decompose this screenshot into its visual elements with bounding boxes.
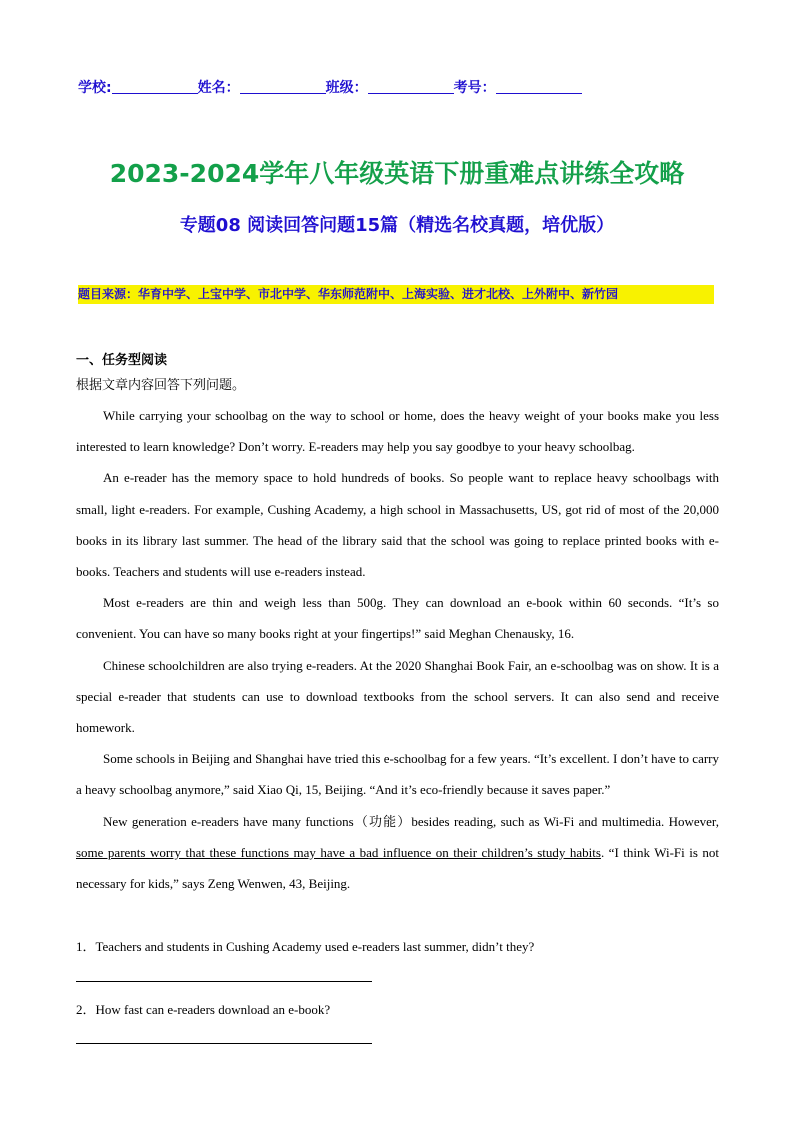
source-banner: 题目来源：华育中学、上宝中学、市北中学、华东师范附中、上海实验、进才北校、上外附中、新竹园 xyxy=(78,285,714,304)
number-field[interactable] xyxy=(496,81,582,94)
school-field[interactable] xyxy=(112,81,198,94)
passage-paragraph-4: Chinese schoolchildren are also trying e-readers. At the 2020 Shanghai Book Fair, an e-schoolbag was on show. It is a special e-reader that students can use to download textbooks from the school servers. It can also send and receive homework. xyxy=(76,657,719,736)
passage-paragraph-2: An e-reader has the memory space to hold hundreds of books. So people want to replace heavy schoolbags with small, light e-readers. For example, Cushing Academy, a high school in Massachusetts, US, got rid of most of the 20,000 books in its library last summer. The head of the library said that the school was going to replace printed books with e-books. Teachers and students will use e-readers instead. xyxy=(76,470,719,580)
answer-line-1[interactable] xyxy=(76,981,372,982)
student-info-header xyxy=(78,77,582,97)
passage-paragraph-1: While carrying your schoolbag on the way to school or home, does the heavy weight of your books make you less interested to learn knowledge? Don’t worry. E-readers may help you say goodbye to your heavy schoolbag. xyxy=(76,408,719,455)
question-2: 2．How fast can e-readers download an e-book? xyxy=(76,1002,331,1017)
school-label: 学校: xyxy=(78,80,112,96)
question-1: 1．Teachers and students in Cushing Academy used e-readers last summer, didn’t they? xyxy=(76,939,535,954)
name-field[interactable] xyxy=(240,81,326,94)
number-label: 考号： xyxy=(453,80,496,96)
class-field[interactable] xyxy=(368,81,454,94)
reading-passage xyxy=(76,400,719,899)
document-subtitle: 专题08 阅读回答问题15篇（精选名校真题，培优版） xyxy=(179,215,615,236)
document-title: 2023-2024学年八年级英语下册重难点讲练全攻略 xyxy=(109,159,685,188)
passage-paragraph-3: Most e-readers are thin and weigh less than 500g. They can download an e-book within 60 seconds. “It’s so convenient. You can have so many books right at your fingertips!” said Meghan Chenausky, 16. xyxy=(76,595,719,642)
underlined-sentence: some parents worry that these functions may have a bad influence on their children’s study habits xyxy=(76,844,601,860)
instruction-text: 根据文章内容回答下列问题。 xyxy=(76,378,246,393)
paragraph-6-end: . “I think Wi-Fi is not necessary for kids,” says Zeng Wenwen, 43, Beijing. xyxy=(76,844,720,892)
section-heading: 一、任务型阅读 xyxy=(76,353,168,368)
name-label: 姓名： xyxy=(197,80,240,96)
passage-paragraph-5: Some schools in Beijing and Shanghai have tried this e-schoolbag for a few years. “It’s excellent. I don’t have to carry a heavy schoolbag anymore,” said Xiao Qi, 15, Beijing. “And it’s eco-friendly because it saves paper.” xyxy=(76,751,719,798)
answer-line-2[interactable] xyxy=(76,1043,372,1044)
class-label: 班级： xyxy=(325,80,368,96)
paragraph-6-start: New generation e-readers have many functions（功能）besides reading, such as Wi-Fi and multimedia. However, xyxy=(103,813,719,829)
passage-paragraph-6 xyxy=(76,806,719,900)
